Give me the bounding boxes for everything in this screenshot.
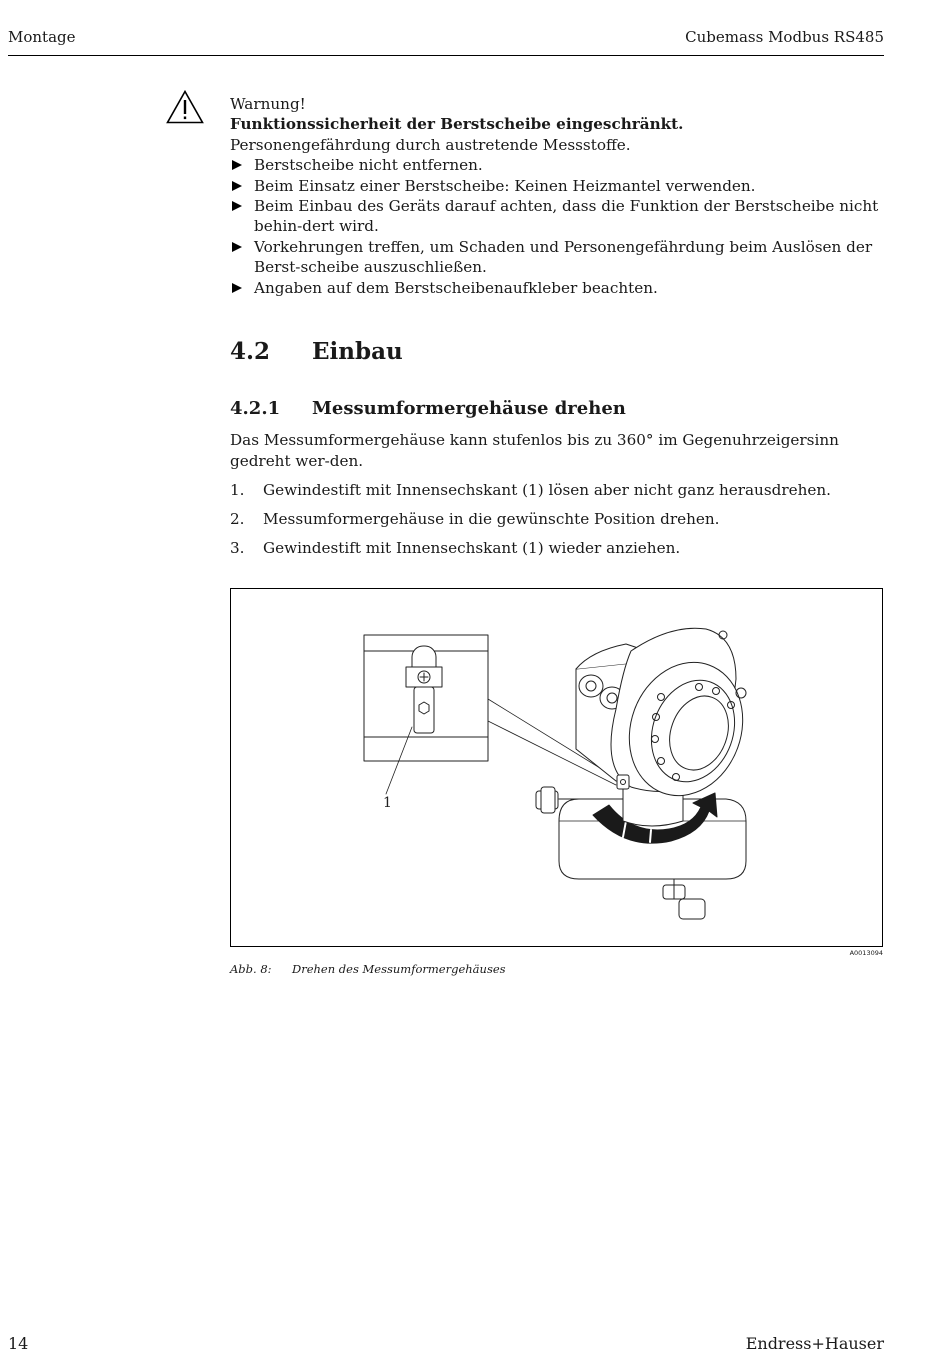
page-number: 14 bbox=[8, 1334, 29, 1353]
figure-caption bbox=[230, 962, 506, 976]
bullet-triangle-icon bbox=[232, 283, 242, 293]
transmitter-housing bbox=[576, 628, 761, 811]
bullet-triangle-icon bbox=[232, 201, 242, 211]
step-list bbox=[230, 480, 890, 567]
footer-brand: Endress+Hauser bbox=[745, 1334, 884, 1353]
header-rule bbox=[8, 55, 884, 56]
step-item: 1. Gewindestift mit Innensechskant (1) lösen aber nicht ganz herausdrehen. bbox=[230, 481, 831, 499]
subsection-heading bbox=[230, 398, 626, 419]
warning-subline: Personengefährdung durch austretende Messstoffe. bbox=[230, 135, 631, 154]
warning-list bbox=[230, 155, 890, 298]
step-item: 3. Gewindestift mit Innensechskant (1) wieder anziehen. bbox=[230, 539, 681, 557]
step-item: 2. Messumformergehäuse in die gewünschte Position drehen. bbox=[230, 510, 720, 528]
warning-title: Warnung! bbox=[230, 95, 306, 113]
warning-headline: Funktionssicherheit der Berstscheibe eingeschränkt. bbox=[230, 115, 684, 134]
detail-inset bbox=[364, 635, 488, 761]
bullet-triangle-icon bbox=[232, 242, 242, 252]
header-product-name: Cubemass Modbus RS485 bbox=[685, 28, 884, 46]
warning-item: Vorkehrungen treffen, um Schaden und Personengefährdung beim Auslösen der Berst-scheibe auszuschließen. bbox=[230, 237, 890, 278]
caption-label: Abb. 8: bbox=[230, 962, 272, 976]
intro-paragraph: Das Messumformergehäuse kann stufenlos bis zu 360° im Gegenuhrzeigersinn gedreht wer-den. bbox=[230, 431, 839, 470]
section-title: Einbau bbox=[312, 338, 403, 365]
warning-block bbox=[230, 94, 890, 298]
warning-item: Beim Einsatz einer Berstscheibe: Keinen Heizmantel verwenden. bbox=[230, 176, 890, 196]
warning-item: Angaben auf dem Berstscheibenaufkleber beachten. bbox=[230, 278, 890, 298]
figure-frame bbox=[230, 588, 883, 947]
subsection-title: Messumformergehäuse drehen bbox=[312, 398, 626, 419]
transmitter-housing-illustration bbox=[231, 589, 884, 948]
section-heading bbox=[230, 338, 403, 365]
callout-label: 1 bbox=[383, 795, 392, 811]
bullet-triangle-icon bbox=[232, 181, 242, 191]
warning-triangle-icon bbox=[166, 90, 204, 124]
section-number: 4.2 bbox=[230, 338, 271, 365]
warning-item: Beim Einbau des Geräts darauf achten, dass die Funktion der Berstscheibe nicht behin-dert wird. bbox=[230, 196, 890, 237]
bullet-triangle-icon bbox=[232, 160, 242, 170]
warning-item: Berstscheibe nicht entfernen. bbox=[230, 155, 890, 175]
header-section-title: Montage bbox=[8, 28, 76, 46]
figure-code: A0013094 bbox=[849, 949, 883, 957]
caption-text: Drehen des Messumformergehäuses bbox=[292, 962, 506, 976]
subsection-number: 4.2.1 bbox=[230, 398, 281, 419]
